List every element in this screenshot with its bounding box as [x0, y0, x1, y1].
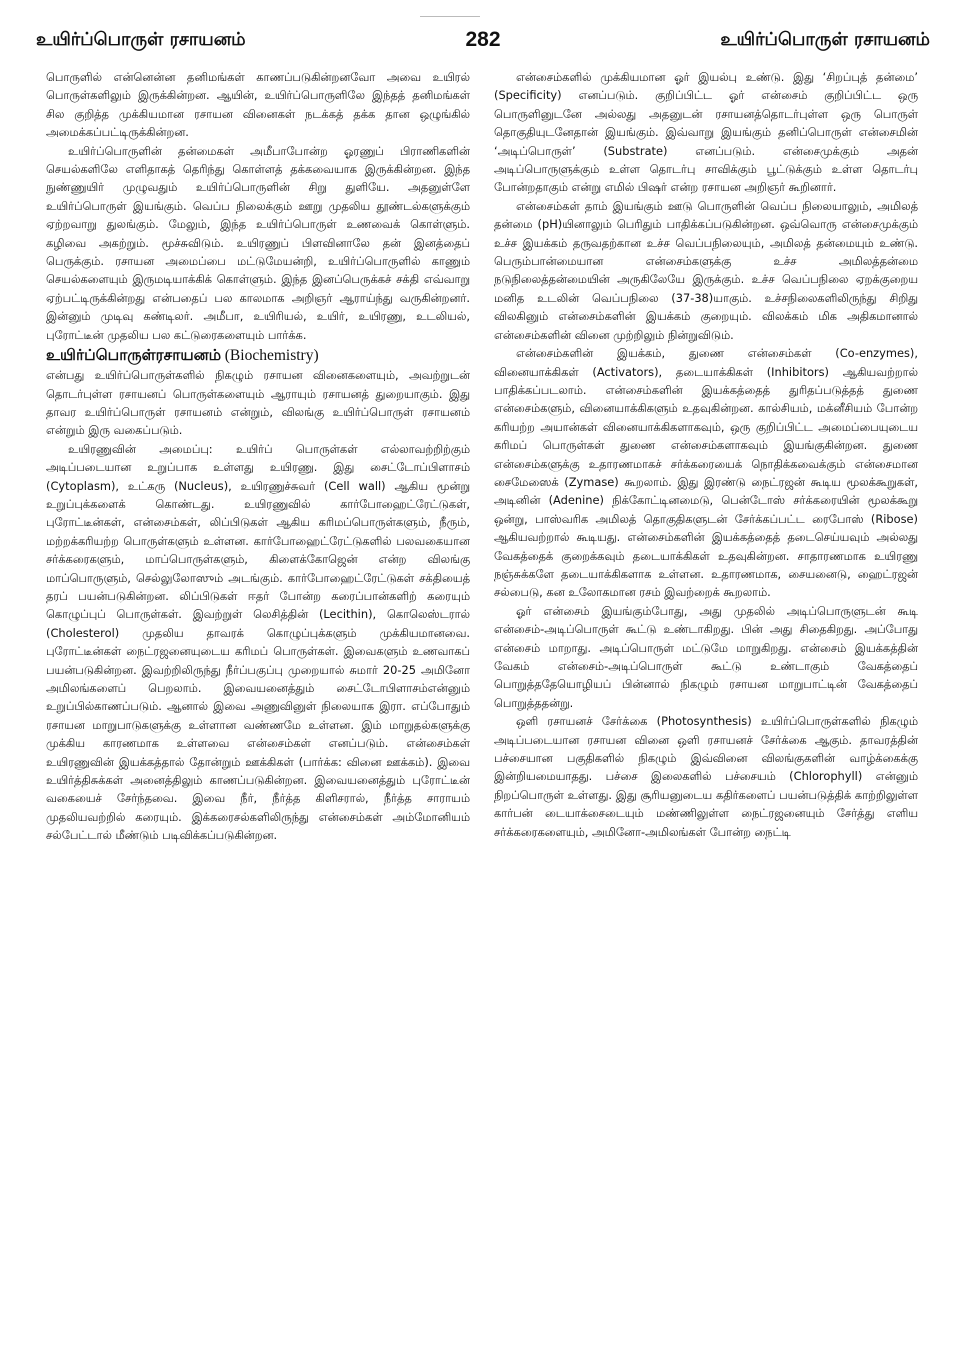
paragraph: பொருளில் என்னென்ன தனிமங்கள் காணப்படுகின்றனவோ அவை உயிரல் பொருள்களிலும் இருக்கின்றன. ஆயின், உயிர்ப்பொருளிலே இந்தத் தனிமங்கள் சில குறித்த முக்கியமான ரசாயன வினைகள் நடக்கத் தக்க தான ஒழுங்கில் அமைக்கப்பட்டிருக்கின்றன.	[46, 70, 470, 140]
section-heading: உயிர்ப்பொருள்ரசாயனம்	[46, 346, 222, 365]
top-rule	[420, 16, 480, 17]
paragraph: என்பது உயிர்ப்பொருள்களில் நிகழும் ரசாயன வினைகளையும், அவற்றுடன் தொடர்புள்ள ரசாயனப் பொருள்களையும் ஆராயும் ரசாயனத் துறையாகும். இது தாவர உயிர்ப்பொருள் ரசாயனம் என்றும், விலங்கு உயிர்ப்பொருள் ரசாயனம் என்றும் இரு வகைப்படும்.	[46, 368, 470, 438]
page-number: 282	[465, 28, 501, 51]
paragraph: என்சைம்களின் இயக்கம், துணை என்சைம்கள் (Co-enzymes), வினையாக்கிகள் (Activators), தடையாக்கிகள் (Inhibitors) ஆகியவற்றால் பாதிக்கப்படலாம். என்சைம்களின் இயக்கத்தைத் துரிதப்படுத்தத் துணை என்சைம்களும், வினையாக்கிகளும் உதவுகின்றன. கால்சியம், மக்னீசியம் போன்ற கரியற்ற அயான்கள் வினையாக்கிகளாகவும், ஒரு குறிப்பிட்ட அமைப்பையுடைய கரிமப் பொருள்கள் துணை என்சைம்களாகவும் இயங்குகின்றன. துணை என்சைம்களுக்கு உதாரணமாகச் சர்க்கரையைக் நொதிக்கவைக்கும் என்சைமான சைமேஸைக் (Zymase) கூறலாம். இது இரண்டு நைட்ரஜன் கூடிய மூலக்கூறுகள், அடினின் (Adenine) நிக்கோட்டினமைடு, பென்டோஸ் சர்க்கரையின் மூலக்கூறு ஒன்று, பாஸ்வரிக அமிலத் தொகுதிகளுடன் சேர்க்கப்பட்ட ரைபோஸ் (Ribose) ஆகியவற்றால் கூடியது. என்சைம்களின் இயக்கத்தைத் தடைசெய்யவும் அல்லது வேகத்தைக் குறைக்கவும் தடையாக்கிகள் உதவுகின்றன. சாதாரணமாக உயிரணு நஞ்சுக்களே தடையாக்கிகளாக உள்ளன. உதாரணமாக, சையனைடு, ஹைட்ரஜன் சல்பைடு, கன உலோகமான ரசம் இவற்றைக் கூறலாம்.	[494, 346, 918, 600]
paragraph: ஒளி ரசாயனச் சேர்க்கை (Photosynthesis) உயிர்ப்பொருள்களில் நிகழும் அடிப்படையான ரசாயன வினை ஒளி ரசாயனச் சேர்க்கை ஆகும். தாவரத்தின் பச்சையான பகுதிகளில் நிகழும் இவ்வினை விலங்குகளின் வாழ்க்கைக்கு இன்றியமையாதது. பச்சை இலைகளில் பச்சையம் (Chlorophyll) என்னும் நிறப்பொருள் உள்ளது. இது சூரியனுடைய கதிர்களைப் பயன்படுத்திக் காற்றிலுள்ள கார்பன் டையாக்சைடையும் மண்ணிலுள்ள நைட்ரஜனையும் சேர்த்து எளிய சர்க்கரைகளையும், அமினோ-அமிலங்கள் போன்ற நைட்டி	[494, 714, 918, 839]
right-column	[494, 68, 918, 1348]
paragraph: உயிர்ப்பொருளின் தன்மைகள் அமீபாபோன்ற ஓரணுப் பிராணிகளின் செயல்களிலே எளிதாகத் தெரிந்து கொள்ளத் தக்கவையாக இருக்கின்றன. இந்த நுண்ணுயிர் முழுவதும் உயிர்ப்பொருளின் சிறு துளியே. அதனுள்ளே உயிர்ப்பொருள் இயங்கும். வெப்ப நிலைக்கும் ஊறு முதலிய தூண்டல்களுக்கும் ஏற்றவாறு துலங்கும். மேலும், இந்த உயிர்ப்பொருள் உணவைக் கொள்ளும். கழிவை அகற்றும். மூச்சுவிடும். உயிரணுப் பிளவினாலே தன் இனத்தைப் பெருக்கும். ரசாயன அமைப்பை மட்டுமேயன்றி, உயிர்ப்பொருளில் காணும் செயல்களையும் இருமடியாக்கிக் கொள்ளும். இந்த இனப்பெருக்கச் சக்தி எவ்வாறு ஏற்பட்டிருக்கின்றது என்பதைப் பல காலமாக அறிஞர் ஆராய்ந்து வருகின்றனர். இன்னும் முடிவு கண்டிலர். அமீபா, உயிரியல், உயிர், உயிரணு, உடலியல், புரோட்டீன் முதலிய பல கட்டுரைகளையும் பார்க்க.	[46, 143, 470, 342]
running-title-left: உயிர்ப்பொருள் ரசாயனம்	[36, 29, 246, 50]
paragraph: என்சைம்கள் தாம் இயங்கும் ஊடு பொருளின் வெப்ப நிலையாலும், அமிலத் தன்மை (pH)யினாலும் பெரிதும் பாதிக்கப்படுகின்றன. ஒவ்வொரு என்சைமுக்கும் உச்ச இயக்கம் தருவதற்கான உச்ச வெப்பநிலையும், அமிலத் தன்மையும் உண்டு. பெரும்பான்மையான என்சைம்களுக்கு உச்ச அமிலத்தன்மை நடுநிலைத்தன்மையின் அருகிலேயே இருக்கும். உச்ச வெப்பநிலை ஏறக்குறைய மனித உடலின் வெப்பநிலை (37-38)யாகும். உச்சநிலைகளிலிருந்து சிறிது விலகினும் என்சைம்களின் இயக்கம் குறையும். விலக்கம் மிக அதிகமானால் என்சைம்களின் வினை முற்றிலும் நின்றுவிடும்.	[494, 198, 918, 342]
section-heading-english: (Biochemistry)	[224, 347, 319, 365]
running-head	[36, 26, 930, 56]
section-start	[46, 344, 470, 366]
left-column	[46, 68, 470, 1348]
paragraph: என்சைம்களில் முக்கியமான ஓர் இயல்பு உண்டு. இது ‘சிறப்புத் தன்மை’ (Specificity) எனப்படும். குறிப்பிட்ட ஓர் என்சைம் குறிப்பிட்ட ஒரு பொருளினுடனே அல்லது அதனுடன் ரசாயனத்தொடர்புள்ள ஒரு பொருள் தொகுதியுடனேதான் இயங்கும். இவ்வாறு இயங்கும் தனிப்பொருள் என்சைமின் ‘அடிப்பொருள்’ (Substrate) எனப்படும். என்சைமுக்கும் அதன் அடிப்பொருளுக்கும் உள்ள தொடர்பு சாவிக்கும் பூட்டுக்கும் உள்ள தொடர்பு போன்றதாகும் என்று எமில் பிஷர் என்ற ரசாயன அறிஞர் கூறினார்.	[494, 70, 918, 195]
running-title-right: உயிர்ப்பொருள் ரசாயனம்	[720, 29, 930, 50]
paragraph: உயிரணுவின் அமைப்பு: உயிர்ப் பொருள்கள் எல்லாவற்றிற்கும் அடிப்படையான உறுப்பாக உள்ளது உயிரணு. இது சைட்டோப்பிளாசம் (Cytoplasm), உட்கரு (Nucleus), உயிரணுச்சுவர் (Cell wall) ஆகிய மூன்று உறுப்புக்களைக் கொண்டது. உயிரணுவில் கார்போஹைட்ரேட்டுகள், புரோட்டீன்கள், என்சைம்கள், லிப்பிடுகள் ஆகிய கரிமப்பொருள்களும், நீரும், மற்றக்கரியற்ற பொருள்களும் உள்ளன. கார்போஹைட்ரேட்டுகளில் பலவகையான சர்க்கரைகளும், மாப்பொருள்களும், கிளைக்கோஜென் என்ற விலங்கு மாப்பொருளும், செல்லுலோஸும் அடங்கும். கார்போஹைட்ரேட்டுகள் சக்தியைத் தரப் பயன்படுகின்றன. லிப்பிடுகள் ஈதர் போன்ற கரைப்பான்களிற் கரையும் கொழுப்புப் பொருள்கள். இவற்றுள் லெசித்தின் (Lecithin), கொலெஸ்டரால் (Cholesterol) முதலிய தாவரக் கொழுப்புக்களும் முக்கியமானவை. புரோட்டீன்கள் நைட்ரஜனையுடைய கரிமப் பொருள்கள். இவைகளும் உணவாகப் பயன்படுகின்றன. இவற்றிலிருந்து நீர்ப்பகுப்பு முறையால் சுமார் 20-25 அமினோ அமிலங்களைப் பெறலாம். இவையனைத்தும் சைட்டோபிளாசம்என்னும் உறுப்பில்காணப்படும். ஆனால் இவை அணுவினுள் நிலையாக இரா. எப்போதும் ரசாயன மாறுபாடுகளுக்கு உள்ளான வண்ணமே உள்ளன. இம் மாறுதல்களுக்கு முக்கிய காரணமாக உள்ளவை என்சைம்கள் எனப்படும். என்சைம்கள் உயிரணுவின் இயக்கத்தால் தோன்றும் ஊக்கிகள் (பார்க்க: வினை ஊக்கம்). இவை உயிர்த்திசுக்கள் அனைத்திலும் காணப்படுகின்றன. இவையனைத்தும் புரோட்டீன் வகையைச் சேர்ந்தவை. இவை நீர், நீர்த்த கிளிசரால், நீர்த்த சாராயம் முதலியவற்றில் கரையும். இக்கரைசல்களிலிருந்து என்சைம்கள் அம்மோனியம் சல்பேட்டால் மீண்டும் படிவிக்கப்படுகின்றன.	[46, 441, 470, 843]
paragraph: ஓர் என்சைம் இயங்கும்போது, அது முதலில் அடிப்பொருளுடன் கூடி என்சைம்-அடிப்பொருள் கூட்டு உண்டாகிறது. பின் அது சிதைகிறது. அப்போது என்சைம் மாறாது. அடிப்பொருள் மட்டுமே மாறுகிறது. என்சைம் இயக்கத்தின் வேகம் என்சைம்-அடிப்பொருள் கூட்டு உண்டாகும் வேகத்தைப் பொறுத்ததேயொழியப் பின்னால் நிகழும் ரசாயன மாறுபாட்டின் வேகத்தைப் பொறுத்ததன்று.	[494, 603, 918, 710]
